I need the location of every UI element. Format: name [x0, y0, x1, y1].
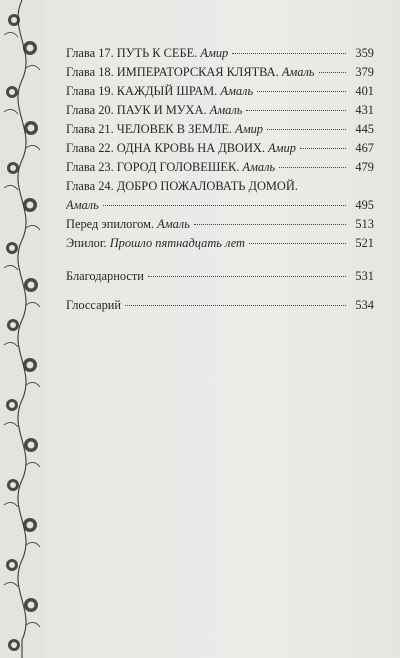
- entry-title: Глава 22. ОДНА КРОВЬ НА ДВОИХ.: [66, 141, 265, 155]
- toc-entry: [66, 158, 374, 177]
- entry-title: Глава 17. ПУТЬ К СЕБЕ.: [66, 46, 198, 60]
- toc-entry: [66, 120, 374, 139]
- toc-entry-pre-epilogue: [66, 215, 374, 234]
- page-number: 531: [355, 269, 374, 283]
- entry-title: Глава 19. КАЖДЫЙ ШРАМ.: [66, 84, 218, 98]
- entry-title: Эпилог.: [66, 236, 107, 250]
- entry-author: Амаль: [209, 103, 243, 117]
- dot-leader: [103, 204, 346, 206]
- page-number: 379: [355, 65, 374, 79]
- page-number: 495: [355, 198, 374, 212]
- toc-entry-24-author: [66, 196, 374, 215]
- page-number: 359: [355, 46, 374, 60]
- toc-entry-glossary: [66, 296, 374, 315]
- dot-leader: [125, 304, 346, 306]
- dot-leader: [319, 71, 346, 73]
- dot-leader: [249, 242, 346, 244]
- entry-subtitle: Прошло пятнадцать лет: [109, 236, 245, 250]
- toc-entry: [66, 139, 374, 158]
- entry-author: Амаль: [66, 198, 99, 212]
- toc-entry: [66, 44, 374, 63]
- dot-leader: [232, 52, 346, 54]
- page-number: 401: [355, 84, 374, 98]
- entry-title: Глава 23. ГОРОД ГОЛОВЕШЕК.: [66, 160, 240, 174]
- page-number: 521: [355, 236, 374, 250]
- entry-author: Амир: [268, 141, 296, 155]
- dot-leader: [267, 128, 346, 130]
- dot-leader: [194, 223, 346, 225]
- dot-leader: [246, 109, 346, 111]
- toc-entry-acknowledgements: [66, 267, 374, 286]
- toc-entry-epilogue: [66, 234, 374, 253]
- entry-author: Амаль: [281, 65, 315, 79]
- dot-leader: [279, 166, 346, 168]
- entry-author: Амаль: [157, 217, 190, 231]
- entry-author: Амир: [200, 46, 229, 60]
- page-number: 534: [355, 298, 374, 312]
- entry-author: Амаль: [242, 160, 276, 174]
- entry-title: Глава 18. ИМПЕРАТОРСКАЯ КЛЯТВА.: [66, 65, 279, 79]
- toc-entry-24-title: [66, 177, 374, 196]
- entry-author: Амаль: [220, 84, 254, 98]
- entry-title: Глава 24. ДОБРО ПОЖАЛОВАТЬ ДОМОЙ.: [66, 179, 298, 193]
- page-number: 479: [355, 160, 374, 174]
- entry-title: Перед эпилогом.: [66, 217, 155, 231]
- entry-title: Благодарности: [66, 269, 144, 283]
- page-number: 513: [355, 217, 374, 231]
- entry-author: Амир: [235, 122, 263, 136]
- dot-leader: [257, 90, 346, 92]
- page-number: 431: [355, 103, 374, 117]
- entry-title: Глава 20. ПАУК И МУХА.: [66, 103, 207, 117]
- toc-entry: [66, 101, 374, 120]
- page-number: 467: [355, 141, 374, 155]
- entry-title: Глоссарий: [66, 298, 122, 312]
- floral-border-ornament: [0, 0, 44, 658]
- dot-leader: [148, 275, 346, 277]
- table-of-contents: [66, 44, 374, 315]
- page-number: 445: [355, 122, 374, 136]
- entry-title: Глава 21. ЧЕЛОВЕК В ЗЕМЛЕ.: [66, 122, 233, 136]
- dot-leader: [300, 147, 346, 149]
- toc-entry: [66, 82, 374, 101]
- toc-entry: [66, 63, 374, 82]
